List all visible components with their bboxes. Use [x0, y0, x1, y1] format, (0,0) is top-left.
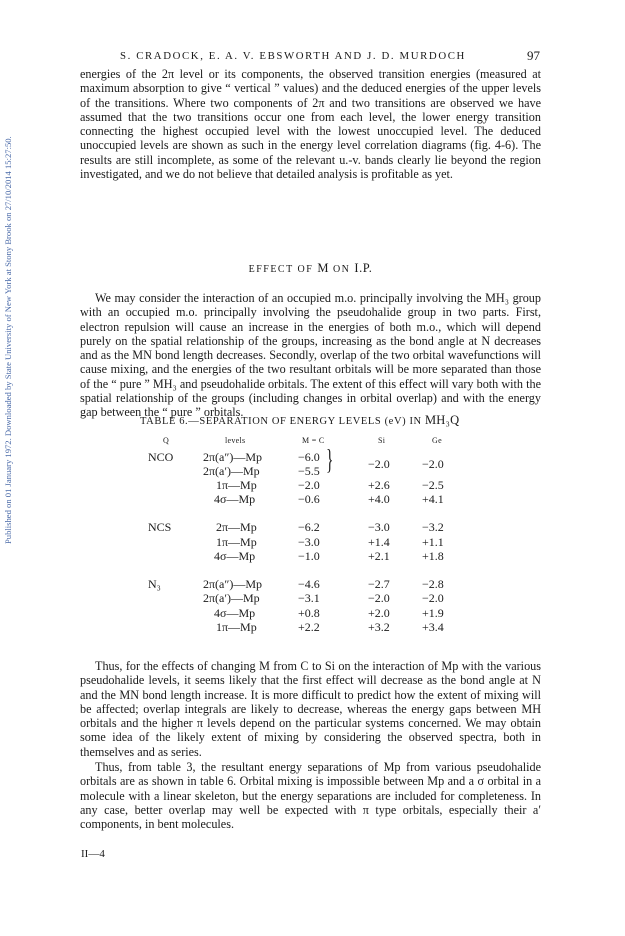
table-caption-prefix: TABLE 6.—SEPARATION OF ENERGY LEVELS (eV) IN [140, 416, 422, 427]
table-ge-cell: −2.8 [422, 577, 444, 591]
table-level-cell: 2π—Mp [216, 520, 257, 534]
table-c-cell: −5.5 [298, 464, 320, 478]
table-c-cell: −3.1 [298, 591, 320, 605]
table-si-cell: +2.6 [368, 478, 390, 492]
running-head [80, 50, 540, 62]
table-si-cell: +2.0 [368, 606, 390, 620]
header-m-c: M = C [302, 436, 325, 445]
table-si-cell: −3.0 [368, 520, 390, 534]
download-watermark: Published on 01 January 1972. Downloaded by State University of New York at Stony Brook on 27/10/2014 15:27:50. [3, 136, 13, 544]
table-ge-cell: −2.0 [422, 591, 444, 605]
table-ge-cell: +1.9 [422, 606, 444, 620]
paragraph-2: We may consider the interaction of an occupied m.o. principally involving the MH₃ group with an occupied m.o. principally involving the pseudohalide group in two parts. First, electron repulsion will cause an increase in the energies of both m.o., which will depend purely on the spatial relationship of the groups, increasing as the bond angle at N decreases and as the MN bond length decreases. Secondly, overlap of the two orbital wavefunctions will cause mixing, and the energies of the two resultant orbitals will be more separated than those of the “ pure ” MH₃ and pseudohalide orbitals. The extent of this effect will vary both with the spatial relationship of the groups (including changes in orbital overlap) and with the energy gap between the “ pure ” orbitals. [80, 291, 541, 420]
paragraph-1: energies of the 2π level or its components, the observed transition energies (measured at maximum absorption to give “ vertical ” values) and the deduced energies of the upper levels of the transitions. Where two components of 2π and two transitions are observed we have assumed that the two transitions occur one from each level, the lower energy transition connecting the highest occupied level with the lowest unoccupied level. The deduced unoccupied levels are shown as such in the energy level correlation diagrams (fig. 4-6). The results are still incomplete, as some of the relevant u.-v. bands clearly lie beyond the region investigated, and we do not believe that detailed analysis is profitable as yet. [80, 67, 541, 182]
header-levels: levels [225, 436, 246, 445]
authors: S. CRADOCK, E. A. V. EBSWORTH AND J. D. MURDOCH [120, 50, 466, 62]
table-level-cell: 2π(a′)—Mp [203, 591, 260, 605]
table-c-cell: −4.6 [298, 577, 320, 591]
table-ge-cell: +1.1 [422, 535, 444, 549]
table-level-cell: 2π(a′)—Mp [203, 464, 260, 478]
table-ge-cell: +1.8 [422, 549, 444, 563]
header-ge: Ge [432, 436, 442, 445]
table-c-cell: −0.6 [298, 492, 320, 506]
table-ge-cell: −3.2 [422, 520, 444, 534]
table-level-cell: 2π(a″)—Mp [203, 577, 263, 591]
table-c-cell: −3.0 [298, 535, 320, 549]
table-c-cell: +0.8 [298, 606, 320, 620]
table-ge-cell: +3.4 [422, 620, 444, 634]
paragraph-3: Thus, for the effects of changing M from C to Si on the interaction of Mp with the various pseudohalide levels, it seems likely that the first effect will decrease as the bond angle at N and the MN bond length increase. It is more difficult to predict how the extent of mixing will be affected; overlap integrals are likely to decrease, whereas the energy gaps between MH orbitals and the higher π levels depend on the particular systems concerned. We may obtain some idea of the likely extent of mixing by considering the observed spectra, both in themselves and as series. [80, 659, 541, 759]
table-q-cell: NCS [148, 520, 172, 534]
table-ge-cell: −2.5 [422, 478, 444, 492]
heading-m: M [317, 261, 329, 275]
header-si: Si [378, 436, 386, 445]
heading-prefix: EFFECT OF [248, 264, 314, 275]
paragraph-4: Thus, from table 3, the resultant energy separations of Mp from various pseudohalide orbitals are as shown in table 6. Orbital mixing is impossible between Mp and a σ orbital in a molecule with a linear skeleton, but the energy separations are included for completeness. In any case, better overlap may well be expected with π type orbitals, especially their a′ components, in bent molecules. [80, 760, 541, 832]
table-si-cell: +3.2 [368, 620, 390, 634]
table-c-cell: −6.0 [298, 450, 320, 464]
heading-on: ON [332, 264, 351, 275]
table-level-cell: 4σ—Mp [214, 606, 256, 620]
table-si-cell: +2.1 [368, 549, 390, 563]
table-level-cell: 4σ—Mp [214, 549, 256, 563]
table-si-cell: −2.0 [368, 591, 390, 605]
table-level-cell: 1π—Mp [216, 620, 257, 634]
table-c-cell: −2.0 [298, 478, 320, 492]
table-level-cell: 2π(a″)—Mp [203, 450, 263, 464]
table-ge-cell: +4.1 [422, 492, 444, 506]
table-level-cell: 4σ—Mp [214, 492, 256, 506]
heading-ip: I.P. [354, 261, 373, 275]
table-c-cell: +2.2 [298, 620, 320, 634]
table-level-cell: 1π—Mp [216, 478, 257, 492]
table-level-cell: 1π—Mp [216, 535, 257, 549]
table-caption-formula: MH₃Q [424, 413, 460, 427]
table-c-cell: −1.0 [298, 549, 320, 563]
brace-icon: } [326, 445, 334, 476]
table-si-cell: +4.0 [368, 492, 390, 506]
table-q-cell: N₃ [148, 577, 161, 591]
section-heading [80, 261, 541, 276]
table-si-cell: −2.7 [368, 577, 390, 591]
table-c-cell: −6.2 [298, 520, 320, 534]
page-number: 97 [527, 48, 540, 63]
table-caption [140, 413, 530, 428]
table-si-cell: +1.4 [368, 535, 390, 549]
table-q-cell: NCO [148, 450, 174, 464]
header-q: Q [163, 436, 170, 445]
signature-mark: II—4 [81, 848, 105, 860]
table-si-cell: −2.0 [368, 457, 390, 471]
table-ge-cell: −2.0 [422, 457, 444, 471]
